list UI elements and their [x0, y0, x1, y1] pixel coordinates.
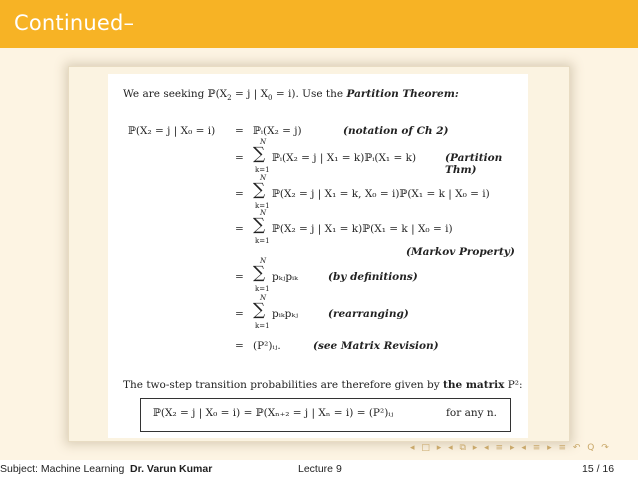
- summation-symbol: ∑: [253, 180, 266, 200]
- footer-bar: [0, 460, 638, 479]
- equation-term: ℙ(X₂ = j | X₁ = k)ℙ(X₁ = k | X₀ = i): [272, 223, 453, 235]
- sum-lower-limit: k=1: [255, 285, 270, 293]
- sum-upper-limit: N: [260, 257, 267, 265]
- equation-term: ℙ(X₂ = j | X₁ = k, X₀ = i)ℙ(X₁ = k | X₀ = i): [272, 188, 490, 200]
- equation-rhs: (P²)ᵢⱼ.: [253, 340, 281, 352]
- title-bar: [0, 0, 638, 48]
- equation-note: (Partition Thm): [445, 152, 503, 176]
- equation-rhs: ℙᵢ(X₂ = j): [253, 125, 302, 137]
- sum-upper-limit: N: [260, 294, 267, 302]
- slide-title: Continued–: [14, 11, 135, 35]
- equation-note: (see Matrix Revision): [313, 340, 439, 352]
- equals-sign: =: [235, 125, 244, 137]
- equation-term: pₖⱼpᵢₖ: [272, 271, 298, 283]
- conclusion-text: The two-step transition probabilities are therefore given by the matrix P²:: [123, 379, 523, 391]
- footer-author: Dr. Varun Kumar: [130, 463, 213, 475]
- boxed-formula-condition: for any n.: [446, 407, 497, 419]
- sum-lower-limit: k=1: [255, 202, 270, 210]
- sum-upper-limit: N: [260, 138, 267, 146]
- embedded-page: [108, 74, 528, 438]
- summation-symbol: ∑: [253, 144, 266, 164]
- equals-sign: =: [235, 152, 244, 164]
- equals-sign: =: [235, 340, 244, 352]
- summation-symbol: ∑: [253, 215, 266, 235]
- summation-symbol: ∑: [253, 263, 266, 283]
- equation-term: ℙᵢ(X₂ = j | X₁ = k)ℙᵢ(X₁ = k): [272, 152, 417, 164]
- equals-sign: =: [235, 271, 244, 283]
- equation-lhs: ℙ(X₂ = j | X₀ = i): [128, 125, 216, 137]
- equation-term: pᵢₖpₖⱼ: [272, 308, 298, 320]
- equals-sign: =: [235, 308, 244, 320]
- sum-upper-limit: N: [260, 174, 267, 182]
- equation-note: (notation of Ch 2): [343, 125, 449, 137]
- sum-upper-limit: N: [260, 209, 267, 217]
- equals-sign: =: [235, 223, 244, 235]
- footer-subject: Subject: Machine Learning: [0, 463, 125, 475]
- sum-lower-limit: k=1: [255, 322, 270, 330]
- equation-note: (by definitions): [328, 271, 418, 283]
- equation-note: (Markov Property): [406, 246, 515, 258]
- equals-sign: =: [235, 188, 244, 200]
- summation-symbol: ∑: [253, 300, 266, 320]
- boxed-formula: [140, 398, 511, 432]
- intro-text: We are seeking $ℙ(X_2 = j$ | $X_0 = i$). Use the Partition Theorem:: [123, 88, 459, 103]
- sum-lower-limit: k=1: [255, 237, 270, 245]
- sum-lower-limit: k=1: [255, 166, 270, 174]
- boxed-formula-text: ℙ(X₂ = j | X₀ = i) = ℙ(Xₙ₊₂ = j | Xₙ = i) = (P²)ᵢⱼ: [153, 407, 394, 419]
- equation-note: (rearranging): [328, 308, 409, 320]
- footer-lecture: Lecture 9: [298, 463, 342, 475]
- footer-page-number: 15 / 16: [582, 463, 615, 475]
- beamer-navigation-icons[interactable]: ◂ □ ▸ ◂ ⧉ ▸ ◂ ≡ ▸ ◂ ≡ ▸ ≡ ↶ Q ↷: [410, 443, 611, 453]
